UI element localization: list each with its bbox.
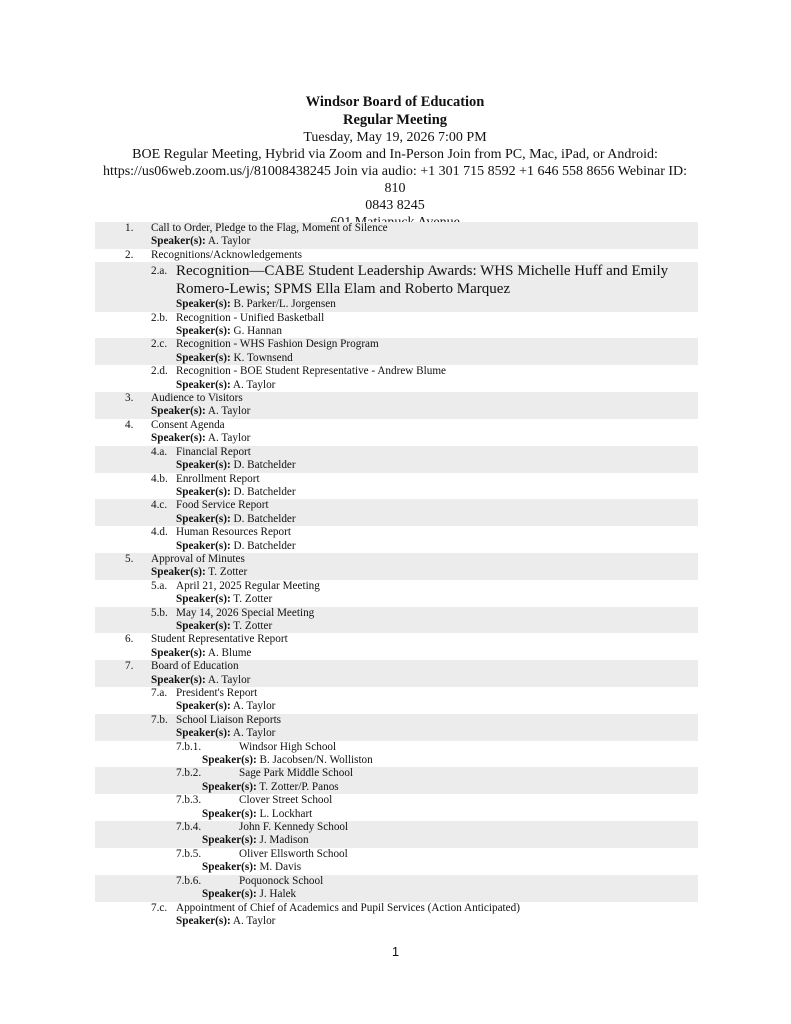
agenda-item-number: 7.b.4. xyxy=(176,821,202,834)
agenda-item-number: 7.b.1. xyxy=(176,740,202,753)
agenda-item xyxy=(95,633,698,660)
agenda-item-speaker xyxy=(95,405,698,418)
agenda-item-title: Call to Order, Pledge to the Flag, Moment of Silence xyxy=(151,222,388,234)
speaker-label: Speaker(s): xyxy=(202,861,257,874)
agenda-item-speaker xyxy=(95,298,698,311)
agenda-item-title: Student Representative Report xyxy=(151,633,288,646)
agenda-item-title: Recognitions/Acknowledgements xyxy=(151,248,303,261)
agenda-item xyxy=(95,338,698,365)
agenda-item-number: 4. xyxy=(125,418,134,431)
agenda-item xyxy=(95,741,698,768)
agenda-item-number: 4.a. xyxy=(151,445,168,458)
speaker-label: Speaker(s): xyxy=(202,754,257,767)
agenda-item-number: 4.b. xyxy=(151,472,168,485)
agenda-item xyxy=(95,580,698,607)
agenda-item-speaker xyxy=(95,513,698,526)
agenda-item-title: Human Resources Report xyxy=(176,526,291,539)
agenda-item xyxy=(95,365,698,392)
agenda-item xyxy=(95,419,698,446)
agenda-item-title: School Liaison Reports xyxy=(176,713,282,726)
page-number: 1 xyxy=(391,944,400,959)
agenda-item-title: Board of Education xyxy=(151,660,239,673)
speaker-label: Speaker(s): xyxy=(176,700,231,713)
agenda-item-title: Food Service Report xyxy=(176,499,269,512)
speaker-label: Speaker(s): xyxy=(176,914,231,927)
agenda-item-title: Recognition—CABE Student Leadership Awards: WHS Michelle Huff and Emily Romero-Lewis; SPMS Ella Elam and Roberto Marquez xyxy=(176,263,669,298)
agenda-item-speaker xyxy=(95,861,698,874)
agenda-item-speaker xyxy=(95,727,698,740)
agenda-item xyxy=(95,794,698,821)
speaker-name: A. Taylor xyxy=(207,235,251,248)
agenda-item-speaker xyxy=(95,915,698,928)
agenda-item-number: 3. xyxy=(125,392,134,405)
agenda-item-speaker xyxy=(95,593,698,606)
agenda-item-number: 2.a. xyxy=(151,265,168,278)
agenda-item-number: 5.a. xyxy=(151,579,168,592)
agenda-item-title: Clover Street School xyxy=(239,794,333,807)
agenda-item-number: 6. xyxy=(125,633,134,646)
agenda-item-number: 2.c. xyxy=(151,338,168,351)
speaker-name: B. Parker/L. Jorgensen xyxy=(233,298,336,311)
agenda-item xyxy=(95,249,698,262)
agenda-item xyxy=(95,446,698,473)
agenda-item-title: Appointment of Chief of Academics and Pupil Services (Action Anticipated) xyxy=(176,901,520,914)
agenda-item-speaker xyxy=(95,486,698,499)
speaker-label: Speaker(s): xyxy=(176,727,231,740)
speaker-label: Speaker(s): xyxy=(176,539,231,552)
agenda-item-title: Recognition - BOE Student Representative - Andrew Blume xyxy=(176,365,447,378)
agenda-item-number: 4.c. xyxy=(151,499,168,512)
speaker-name: A. Taylor xyxy=(207,673,251,686)
agenda-item-number: 7.b. xyxy=(151,713,168,726)
speaker-name: A. Taylor xyxy=(232,700,276,713)
meeting-datetime: Tuesday, May 19, 2026 7:00 PM xyxy=(303,130,487,145)
speaker-label: Speaker(s): xyxy=(176,351,231,364)
agenda-item-number: 5.b. xyxy=(151,606,168,619)
speaker-label: Speaker(s): xyxy=(151,646,206,659)
agenda-item xyxy=(95,262,698,311)
speaker-name: J. Madison xyxy=(259,834,309,847)
speaker-name: T. Zotter xyxy=(208,566,248,579)
agenda-item-speaker xyxy=(95,781,698,794)
agenda-item-title: President's Report xyxy=(176,687,258,699)
agenda-item-speaker xyxy=(95,352,698,365)
agenda-item-speaker xyxy=(95,674,698,687)
agenda-item xyxy=(95,875,698,902)
speaker-label: Speaker(s): xyxy=(151,405,206,418)
agenda-item xyxy=(95,848,698,875)
agenda-item-title: Recognition - WHS Fashion Design Program xyxy=(176,338,379,351)
agenda-item xyxy=(95,473,698,500)
speaker-name: A. Taylor xyxy=(232,378,276,391)
speaker-name: A. Taylor xyxy=(232,727,276,740)
speaker-label: Speaker(s): xyxy=(176,459,231,472)
speaker-label: Speaker(s): xyxy=(151,566,206,579)
speaker-name: G. Hannan xyxy=(233,325,282,338)
speaker-name: D. Batchelder xyxy=(233,512,296,525)
speaker-label: Speaker(s): xyxy=(202,834,257,847)
agenda-item-title: Recognition - Unified Basketball xyxy=(176,311,325,324)
agenda-item xyxy=(95,607,698,634)
meeting-format: BOE Regular Meeting, Hybrid via Zoom and In-Person Join from PC, Mac, iPad, or Android: xyxy=(132,147,658,162)
agenda-item-speaker xyxy=(95,834,698,847)
speaker-name: D. Batchelder xyxy=(233,485,296,498)
agenda-item-title: Audience to Visitors xyxy=(151,392,243,405)
speaker-name: A. Taylor xyxy=(207,405,251,418)
agenda-item-number: 2.d. xyxy=(151,365,168,378)
zoom-info[interactable]: https://us06web.zoom.us/j/81008438245 Join via audio: +1 301 715 8592 +1 646 558 8656 Webinar ID: 810 xyxy=(102,164,688,196)
speaker-name: A. Blume xyxy=(207,646,252,659)
agenda-item xyxy=(95,222,698,249)
agenda-item-speaker xyxy=(95,647,698,660)
agenda-item xyxy=(95,553,698,580)
agenda-item-speaker xyxy=(95,808,698,821)
speaker-label: Speaker(s): xyxy=(176,298,231,311)
agenda-item-number: 7.c. xyxy=(151,901,168,914)
speaker-label: Speaker(s): xyxy=(151,432,206,445)
agenda-item xyxy=(95,714,698,741)
agenda-item-title: Oliver Ellsworth School xyxy=(239,847,348,860)
agenda-item-speaker xyxy=(95,235,698,248)
speaker-label: Speaker(s): xyxy=(202,807,257,820)
agenda-item xyxy=(95,312,698,339)
agenda-item xyxy=(95,660,698,687)
agenda-item-title: Financial Report xyxy=(176,445,251,458)
agenda-item-speaker xyxy=(95,620,698,633)
agenda-item-title: Windsor High School xyxy=(239,740,337,753)
speaker-name: M. Davis xyxy=(259,861,302,874)
speaker-label: Speaker(s): xyxy=(176,512,231,525)
speaker-label: Speaker(s): xyxy=(151,673,206,686)
agenda-item xyxy=(95,526,698,553)
agenda-item-number: 5. xyxy=(125,552,134,565)
speaker-label: Speaker(s): xyxy=(202,888,257,901)
speaker-name: L. Lockhart xyxy=(259,807,313,820)
speaker-name: K. Townsend xyxy=(233,351,293,364)
speaker-label: Speaker(s): xyxy=(151,235,206,248)
agenda-item xyxy=(95,902,698,929)
agenda-item-speaker xyxy=(95,459,698,472)
speaker-label: Speaker(s): xyxy=(176,593,231,606)
meeting-type: Regular Meeting xyxy=(342,112,448,128)
agenda-item-speaker xyxy=(95,754,698,767)
speaker-name: T. Zotter/P. Panos xyxy=(259,780,339,793)
agenda-item-speaker xyxy=(95,700,698,713)
agenda-item-number: 7.b.5. xyxy=(176,847,202,860)
speaker-label: Speaker(s): xyxy=(176,325,231,338)
agenda-item xyxy=(95,687,698,714)
speaker-label: Speaker(s): xyxy=(176,378,231,391)
agenda-item-title: Approval of Minutes xyxy=(151,552,245,565)
speaker-name: J. Halek xyxy=(259,888,297,901)
agenda-item xyxy=(95,499,698,526)
agenda-item-number: 2.b. xyxy=(151,311,168,324)
agenda-item-speaker xyxy=(95,432,698,445)
agenda-item-number: 7.a. xyxy=(151,687,168,699)
agenda-item-number: 7. xyxy=(125,660,134,673)
agenda-item-title: John F. Kennedy School xyxy=(239,821,349,834)
speaker-name: D. Batchelder xyxy=(233,459,296,472)
agenda-item-title: April 21, 2025 Regular Meeting xyxy=(176,579,320,592)
speaker-label: Speaker(s): xyxy=(176,485,231,498)
agenda-item-title: Poquonock School xyxy=(239,874,324,887)
speaker-label: Speaker(s): xyxy=(202,780,257,793)
agenda-item-title: May 14, 2026 Special Meeting xyxy=(176,606,315,619)
speaker-label: Speaker(s): xyxy=(176,619,231,632)
organization-title: Windsor Board of Education xyxy=(305,94,485,110)
agenda-item-title: Enrollment Report xyxy=(176,472,260,485)
agenda-item-number: 7.b.3. xyxy=(176,794,202,807)
agenda-item-speaker xyxy=(95,325,698,338)
agenda-item-title: Consent Agenda xyxy=(151,418,225,431)
speaker-name: D. Batchelder xyxy=(233,539,296,552)
agenda-item-speaker xyxy=(95,888,698,901)
speaker-name: T. Zotter xyxy=(233,619,273,632)
agenda-item-number: 7.b.6. xyxy=(176,874,202,887)
agenda-item-number: 2. xyxy=(125,248,134,261)
speaker-name: B. Jacobsen/N. Wolliston xyxy=(259,754,373,767)
agenda-item-speaker xyxy=(95,379,698,392)
agenda-item-speaker xyxy=(95,566,698,579)
agenda-list xyxy=(95,222,698,928)
speaker-name: A. Taylor xyxy=(207,432,251,445)
agenda-item-number: 7.b.2. xyxy=(176,767,202,780)
agenda-item xyxy=(95,767,698,794)
agenda-item-number: 4.d. xyxy=(151,526,168,539)
webinar-id: 0843 8245 xyxy=(365,198,425,213)
speaker-name: T. Zotter xyxy=(233,593,273,606)
agenda-item-speaker xyxy=(95,540,698,553)
agenda-item xyxy=(95,392,698,419)
speaker-name: A. Taylor xyxy=(232,914,276,927)
agenda-item xyxy=(95,821,698,848)
agenda-item-title: Sage Park Middle School xyxy=(239,767,354,780)
agenda-item-number: 1. xyxy=(125,222,134,234)
